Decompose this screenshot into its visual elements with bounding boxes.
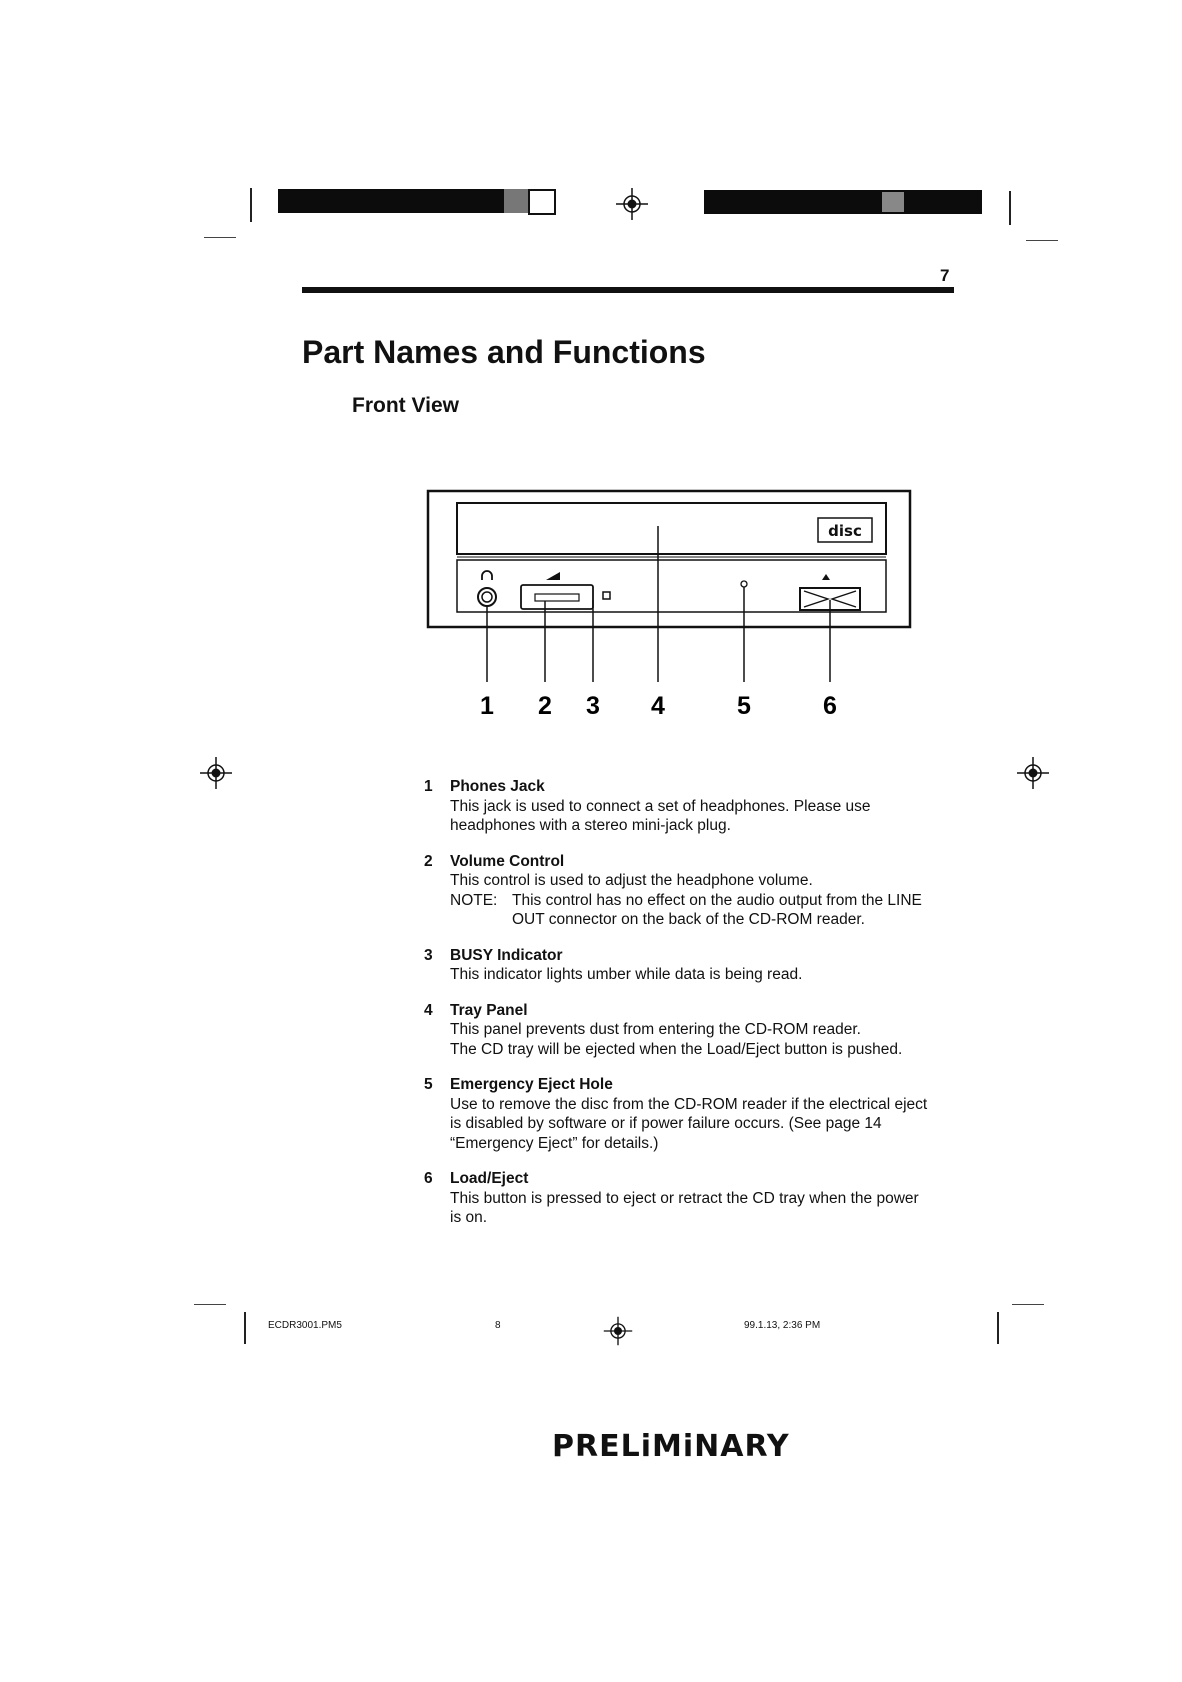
crop-mark xyxy=(997,1312,999,1344)
part-description-line: Use to remove the disc from the CD-ROM reader if the electrical eject xyxy=(450,1095,928,1113)
registration-patch xyxy=(504,189,528,213)
footer-page: 8 xyxy=(495,1320,501,1331)
crop-mark xyxy=(204,237,236,238)
part-busy-indicator xyxy=(424,946,964,985)
note-text: This control has no effect on the audio output from the LINE xyxy=(512,891,922,909)
callout-number: 5 xyxy=(737,692,751,718)
part-description-line: is on. xyxy=(450,1209,488,1226)
volume-icon xyxy=(546,572,560,580)
eject-icon xyxy=(822,574,830,580)
part-number: 1 xyxy=(424,778,433,795)
part-volume-control xyxy=(424,852,964,930)
section-title: Front View xyxy=(352,394,459,417)
part-emergency-eject-hole xyxy=(424,1075,964,1153)
disc-logo-text: disc xyxy=(828,522,862,540)
part-description-line: headphones with a stereo mini-jack plug. xyxy=(450,817,731,834)
phones-jack xyxy=(478,588,496,606)
crop-mark xyxy=(1026,240,1058,241)
part-note xyxy=(450,910,964,930)
part-number: 5 xyxy=(424,1076,433,1093)
drive-bezel xyxy=(428,491,910,627)
part-description-line: is disabled by software or if power failure occurs. (See page 14 xyxy=(450,1115,882,1132)
header-rule xyxy=(302,287,954,293)
part-tray-panel xyxy=(424,1001,964,1060)
registration-bar-right xyxy=(704,190,982,214)
footer-timestamp: 99.1.13, 2:36 PM xyxy=(744,1320,821,1331)
part-load-eject xyxy=(424,1169,964,1228)
part-number: 6 xyxy=(424,1170,433,1187)
crop-mark xyxy=(250,188,252,222)
part-description-line: This button is pressed to eject or retract the CD tray when the power xyxy=(450,1189,919,1207)
page-title: Part Names and Functions xyxy=(302,334,706,370)
busy-indicator xyxy=(603,592,610,599)
registration-patch xyxy=(528,189,556,215)
callout-number: 6 xyxy=(823,692,837,718)
part-description-line: This panel prevents dust from entering the CD-ROM reader. xyxy=(450,1021,861,1038)
callout-number: 1 xyxy=(480,692,494,718)
registration-bar-left xyxy=(278,189,504,213)
emergency-eject-hole xyxy=(741,581,747,587)
part-description-line: “Emergency Eject” for details.) xyxy=(450,1134,659,1152)
part-name: Volume Control xyxy=(450,852,565,870)
registration-crosshair-icon xyxy=(1015,755,1051,791)
registration-crosshair-icon xyxy=(602,1314,634,1348)
note-label: NOTE: xyxy=(450,891,498,909)
crop-mark xyxy=(1012,1304,1044,1305)
part-description-line: This control is used to adjust the headphone volume. xyxy=(450,872,813,889)
part-number: 3 xyxy=(424,946,433,964)
part-description-line: This jack is used to connect a set of headphones. Please use xyxy=(450,797,871,815)
parts-list xyxy=(424,777,964,1244)
preliminary-stamp: PRELiMiNARY xyxy=(552,1429,790,1464)
part-name: Emergency Eject Hole xyxy=(450,1076,613,1093)
footer-file-name: ECDR3001.PM5 xyxy=(268,1320,342,1331)
registration-crosshair-icon xyxy=(614,186,650,222)
headphones-icon xyxy=(482,571,492,580)
crop-mark xyxy=(194,1304,226,1305)
note-text: OUT connector on the back of the CD-ROM reader. xyxy=(512,911,865,928)
part-description-line: This indicator lights umber while data is being read. xyxy=(450,966,803,983)
part-description-line: The CD tray will be ejected when the Load/Eject button is pushed. xyxy=(450,1040,903,1058)
registration-patch xyxy=(882,192,904,212)
crop-mark xyxy=(1009,191,1011,225)
part-name: Phones Jack xyxy=(450,778,545,795)
callout-number: 2 xyxy=(538,692,552,718)
registration-crosshair-icon xyxy=(198,755,234,791)
part-phones-jack xyxy=(424,777,964,836)
volume-control xyxy=(521,585,593,609)
crop-mark xyxy=(244,1312,246,1344)
part-name: BUSY Indicator xyxy=(450,946,563,964)
page-number: 7 xyxy=(940,266,950,285)
front-view-diagram xyxy=(424,488,914,718)
tray-panel xyxy=(457,503,886,554)
callout-number: 3 xyxy=(586,692,600,718)
part-note xyxy=(450,891,964,911)
part-name: Load/Eject xyxy=(450,1170,529,1187)
callout-number: 4 xyxy=(651,692,665,718)
part-number: 2 xyxy=(424,852,433,870)
part-number: 4 xyxy=(424,1001,433,1019)
part-name: Tray Panel xyxy=(450,1001,528,1019)
